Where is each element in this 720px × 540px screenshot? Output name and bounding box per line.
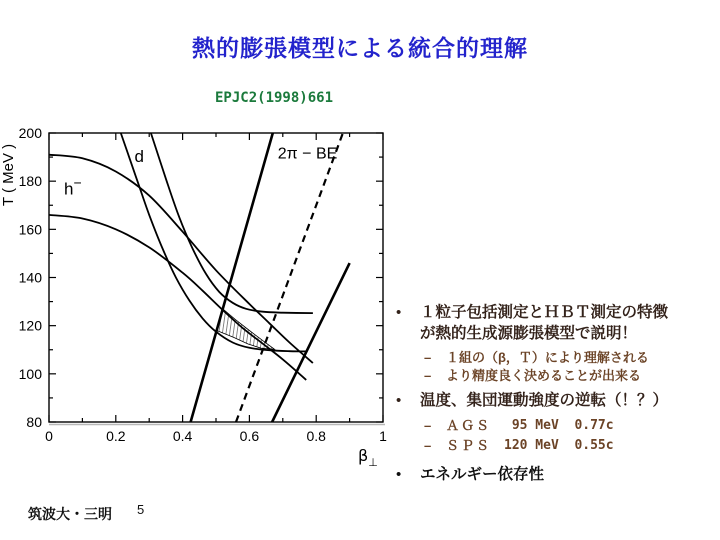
sub-bullet-marker: – bbox=[424, 367, 432, 383]
sub-bullet-text: １組の（β，Ｔ）により理解される bbox=[446, 350, 649, 365]
curve-right-solid-line bbox=[272, 263, 350, 422]
y-tick-label: 80 bbox=[26, 414, 42, 430]
sub-bullet-text: より精度良く決めることが出来る bbox=[446, 367, 642, 383]
x-tick-label: 0.8 bbox=[306, 428, 326, 444]
bullet-marker: • bbox=[396, 304, 402, 321]
reference-citation: EPJC2(1998)661 bbox=[215, 90, 334, 106]
y-tick-label: 160 bbox=[18, 221, 42, 238]
sps-value: 120 MeV 0.55c bbox=[504, 437, 614, 453]
y-tick-label: 140 bbox=[18, 269, 42, 286]
bullet-marker: • bbox=[396, 392, 402, 409]
bullet-1-line1: １粒子包括測定とＨＢＴ測定の特徴 bbox=[420, 304, 669, 321]
curve-label: d bbox=[134, 146, 144, 166]
bullet-2-text: 温度、集団運動強度の逆転（！？） bbox=[420, 392, 669, 409]
sub-bullet-sps bbox=[424, 436, 720, 456]
sub-bullet-ags bbox=[424, 416, 720, 436]
sub-bullet bbox=[424, 367, 720, 385]
curve-d-band-left bbox=[121, 133, 306, 351]
y-tick-label: 120 bbox=[18, 317, 42, 334]
bullet-1-sublist bbox=[424, 349, 720, 384]
sub-bullet-marker: – bbox=[424, 437, 432, 453]
plot-frame bbox=[49, 133, 383, 422]
bullet-2-sublist bbox=[424, 416, 720, 455]
bullet-2 bbox=[390, 390, 720, 411]
y-axis-label: T ( MeV ) bbox=[0, 143, 17, 207]
x-axis-label: $\beta_\perp$ bbox=[358, 446, 378, 469]
curve-2pi-BE-solid-line bbox=[191, 133, 273, 422]
y-tick-label: 180 bbox=[18, 173, 42, 190]
ags-label: ＡＧＳ bbox=[446, 418, 492, 433]
curve-h-minus-band-upper bbox=[49, 155, 313, 363]
curve-h-minus-band-lower bbox=[49, 215, 306, 380]
beta-T-contour-plot bbox=[0, 118, 395, 478]
y-tick-label: 200 bbox=[18, 125, 42, 141]
bullet-3 bbox=[390, 464, 720, 485]
sub-bullet-marker: – bbox=[424, 350, 432, 365]
x-tick-label: 0.6 bbox=[239, 428, 260, 444]
bullet-1-text bbox=[420, 302, 668, 344]
curve-2pi-BE-dashed-line bbox=[236, 133, 343, 422]
y-tick-label: 100 bbox=[18, 365, 42, 382]
footer-affiliation: 筑波大・三明 bbox=[28, 506, 112, 522]
curve-label: h− bbox=[64, 174, 82, 199]
x-tick-label: 0.4 bbox=[172, 428, 193, 444]
sps-label: ＳＰＳ bbox=[446, 437, 492, 453]
x-tick-label: 0.2 bbox=[106, 428, 126, 444]
sub-bullet bbox=[424, 349, 720, 367]
page-number: 5 bbox=[137, 502, 145, 517]
bullet-1-line2: が熱的生成源膨張模型で説明！ bbox=[420, 325, 638, 342]
bullet-3-text: エネルギー依存性 bbox=[420, 466, 545, 483]
bullet-marker: • bbox=[396, 466, 402, 483]
ags-value: 95 MeV 0.77c bbox=[504, 418, 614, 433]
slide-title: 熱的膨張模型による統合的理解 bbox=[192, 35, 528, 61]
bullet-1 bbox=[390, 302, 720, 344]
x-tick-label: 0 bbox=[45, 428, 53, 444]
bullet-list bbox=[390, 302, 720, 485]
curve-label: 2π − BE bbox=[277, 145, 338, 163]
x-tick-label: 1 bbox=[379, 428, 387, 444]
sub-bullet-marker: – bbox=[424, 418, 432, 433]
